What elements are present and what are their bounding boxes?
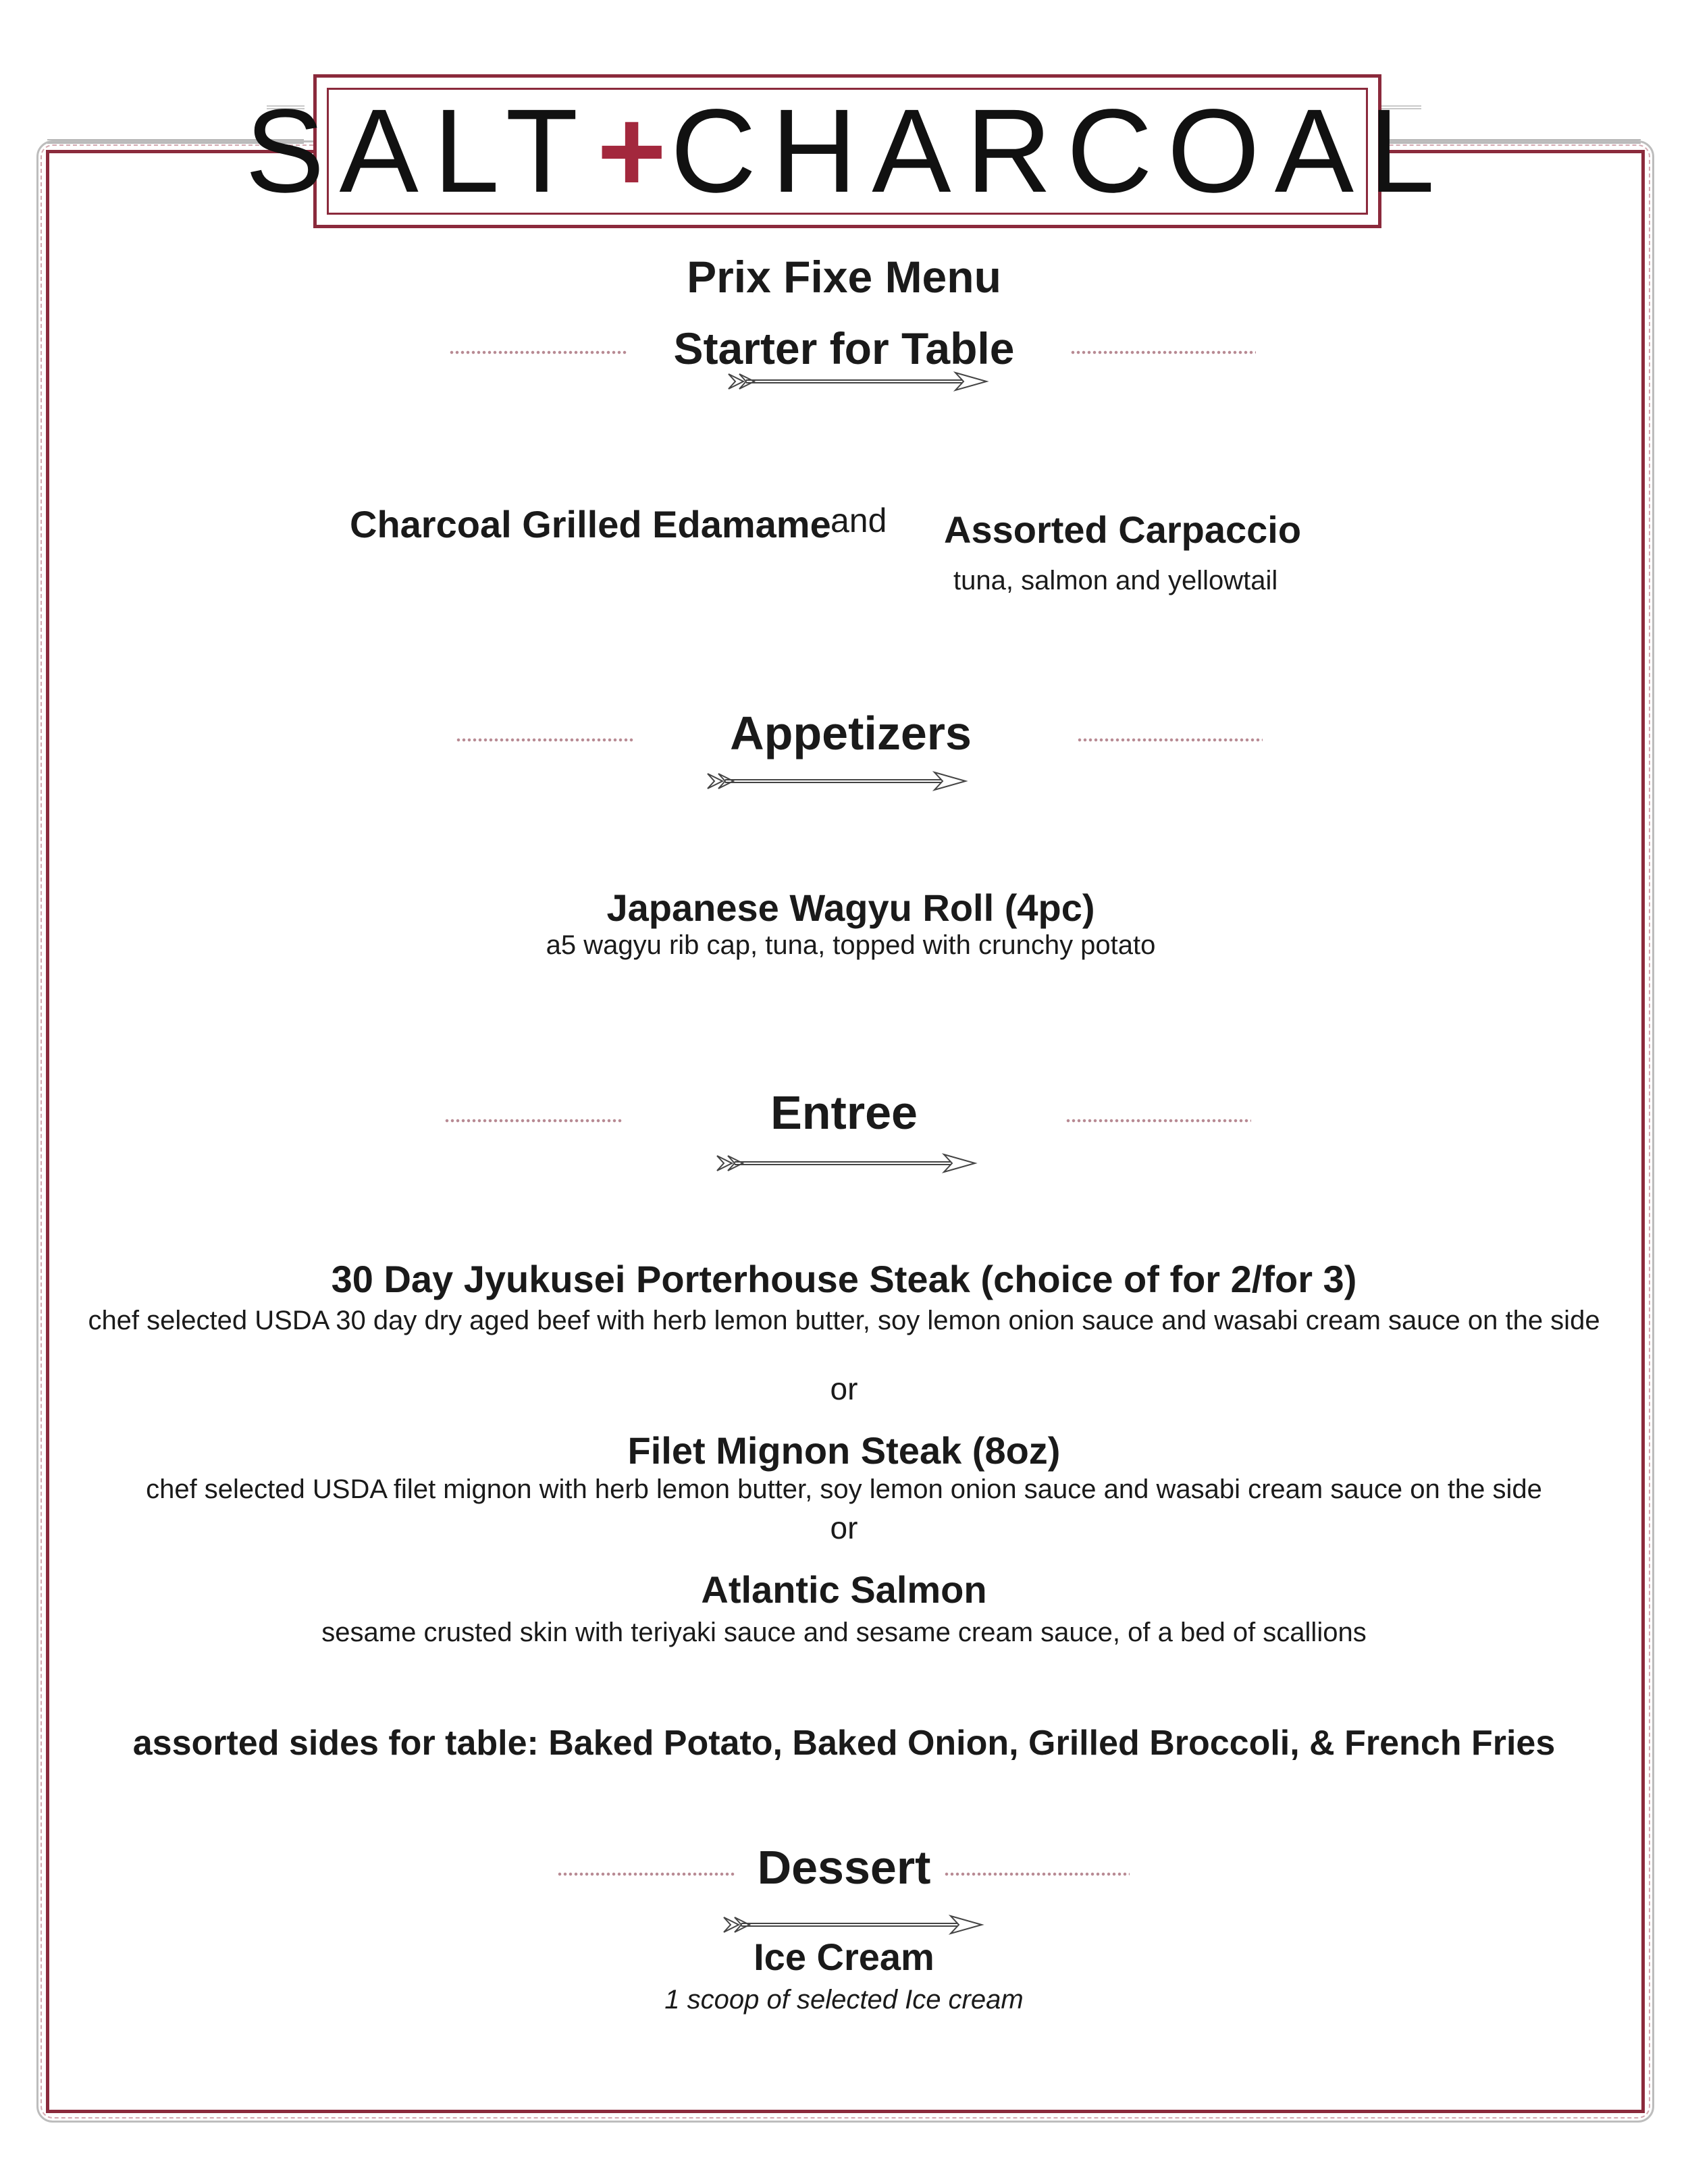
menu-item-wagyu-roll-desc: a5 wagyu rib cap, tuna, topped with crunchy potato xyxy=(546,930,1156,960)
section-title-dessert: Dessert xyxy=(757,1841,931,1894)
arrow-divider-icon xyxy=(705,770,968,793)
sides-note: assorted sides for table: Baked Potato, Baked Onion, Grilled Broccoli, & French Fries xyxy=(132,1724,1556,1763)
menu-item-ice-cream-desc: 1 scoop of selected Ice cream xyxy=(664,1985,1024,2015)
menu-item-edamame: Charcoal Grilled Edamame xyxy=(350,503,831,545)
conjunction-and: and xyxy=(830,502,887,539)
arrow-divider-icon xyxy=(714,1152,978,1175)
menu-item-salmon: Atlantic Salmon xyxy=(701,1568,987,1611)
menu-item-filet-mignon-desc: chef selected USDA filet mignon with herb lemon butter, soy lemon onion sauce and wasabi cream sauce on the side xyxy=(146,1474,1542,1504)
menu-item-wagyu-roll: Japanese Wagyu Roll (4pc) xyxy=(606,886,1095,929)
section-title-starter: Starter for Table xyxy=(673,323,1015,373)
or-separator: or xyxy=(830,1371,858,1406)
menu-item-carpaccio-desc: tuna, salmon and yellowtail xyxy=(953,566,1278,595)
menu-title: Prix Fixe Menu xyxy=(687,252,1001,302)
section-title-appetizers: Appetizers xyxy=(730,707,972,760)
menu-item-porterhouse: 30 Day Jyukusei Porterhouse Steak (choice of for 2/for 3) xyxy=(331,1258,1357,1300)
or-separator: or xyxy=(830,1510,858,1545)
menu-item-carpaccio: Assorted Carpaccio xyxy=(944,508,1302,551)
logo-salt: SALT xyxy=(245,85,594,217)
logo-charcoal: CHARCOAL xyxy=(670,85,1450,217)
arrow-divider-icon xyxy=(721,1913,984,1936)
menu-item-porterhouse-desc: chef selected USDA 30 day dry aged beef with herb lemon butter, soy lemon onion sauce and wasabi cream sauce on the side xyxy=(88,1306,1600,1335)
arrow-divider-icon xyxy=(726,370,989,393)
menu-item-salmon-desc: sesame crusted skin with teriyaki sauce and sesame cream sauce, of a bed of scallions xyxy=(321,1618,1367,1647)
menu-item-filet-mignon: Filet Mignon Steak (8oz) xyxy=(627,1429,1061,1472)
logo xyxy=(245,85,1450,217)
menu-item-ice-cream: Ice Cream xyxy=(754,1936,934,1978)
logo-plus-icon: + xyxy=(597,85,666,217)
section-title-entree: Entree xyxy=(770,1086,918,1139)
